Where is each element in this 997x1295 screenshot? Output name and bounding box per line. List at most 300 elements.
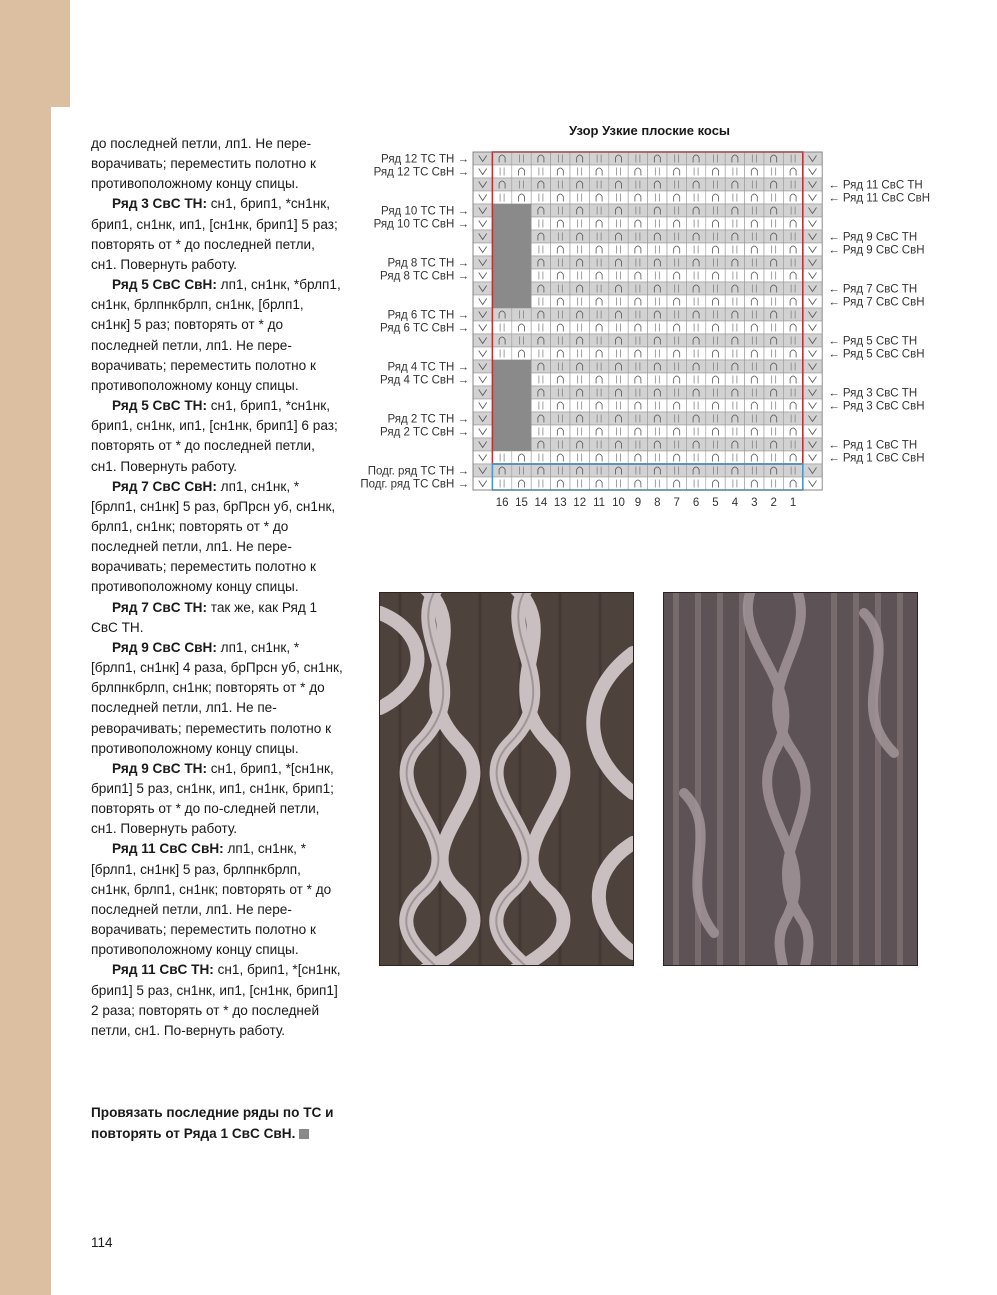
chart-cell [551,438,570,451]
chart-cell [628,425,647,438]
chart-cell [473,386,492,399]
chart-cell [551,321,570,334]
chart-cell [667,152,686,165]
instruction-paragraph: Ряд 11 СвС ТН: сн1, брип1, *[сн1нк, брип1] 5 раз, сн1нк, ип1, [сн1нк, брип1] 2 раза; повторять от * до последней петли, сн1. По-вернуть работу. [91,962,341,1038]
chart-cell [783,256,802,269]
instruction-paragraph: Ряд 7 СвС СвН: лп1, сн1нк, *[брлп1, сн1нк] 5 раз, брПрсн уб, сн1нк, брлп1, сн1нк; повторять от * до последней петли, лп1. Не пере-ворачивать; переместить полотно к противоположному концу спицы. [91,478,336,595]
chart-cell [531,464,550,477]
chart-cell [667,334,686,347]
no-stitch-block [492,204,531,308]
chart-cell [551,451,570,464]
column-number: 9 [634,497,642,509]
chart-cell [648,230,667,243]
chart-cell [803,360,822,373]
chart-cell [648,373,667,386]
chart-cell [609,204,628,217]
chart-cell [764,360,783,373]
row-label-right: ← Ряд 3 СвС ТН [828,387,918,400]
chart-cell [473,191,492,204]
chart-cell [609,217,628,230]
chart-cell [686,217,705,230]
chart-cell [783,464,802,477]
chart-cell [764,178,783,191]
chart-cell [764,256,783,269]
chart-cell [783,438,802,451]
chart-cell [706,438,725,451]
chart-cell [551,477,570,490]
chart-cell [803,191,822,204]
row-label-right: ← Ряд 9 СвС СвН [828,244,925,257]
chart-cell [609,464,628,477]
chart-cell [628,256,647,269]
chart-cell [745,412,764,425]
chart-cell [473,321,492,334]
chart-cell [725,451,744,464]
chart-cell [473,178,492,191]
chart-cell [473,438,492,451]
row-label-left: Ряд 4 ТС ТН → [387,361,469,374]
chart-cell [551,256,570,269]
chart-cell [783,321,802,334]
chart-cell [589,152,608,165]
chart-cell [609,308,628,321]
instruction-paragraph: до последней петли, лп1. Не пере-ворачивать; переместить полотно к противоположному концу спицы. [91,136,316,192]
chart-cell [570,230,589,243]
chart-cell [531,477,550,490]
chart-cell [628,282,647,295]
chart-cell [531,412,550,425]
chart-cell [551,399,570,412]
chart-cell [686,321,705,334]
chart-cell [551,165,570,178]
chart-cell [473,152,492,165]
chart-cell [783,477,802,490]
chart-cell [648,451,667,464]
instruction-paragraph: Ряд 7 СвС ТН: так же, как Ряд 1 СвС ТН. [91,599,318,635]
chart-cell [473,217,492,230]
chart-cell [745,282,764,295]
chart-cell [648,204,667,217]
row-label-right: ← Ряд 11 СвС ТН [828,179,923,192]
chart-cell [648,295,667,308]
chart-cell [648,438,667,451]
chart-cell [745,243,764,256]
chart-cell [531,399,550,412]
page-number: 114 [91,1235,113,1250]
chart-cell [473,399,492,412]
chart-cell [783,230,802,243]
chart-cell [745,321,764,334]
chart-cell [473,230,492,243]
chart-cell [492,152,511,165]
chart-cell [764,165,783,178]
chart-cell [803,451,822,464]
chart-cell [531,347,550,360]
chart-cell [706,321,725,334]
chart-cell [531,360,550,373]
chart-cell [686,165,705,178]
row-label-left: Подг. ряд ТС ТН → [367,465,469,478]
chart-cell [551,269,570,282]
chart-cell [783,178,802,191]
column-number: 16 [495,497,509,509]
chart-cell [648,386,667,399]
chart-cell [609,373,628,386]
chart-cell [628,477,647,490]
chart-cell [803,295,822,308]
chart-cell [686,243,705,256]
chart-cell [725,152,744,165]
chart-cell [764,412,783,425]
chart-cell [512,191,531,204]
closing-instruction: Провязать последние ряды по ТС и повторять от Ряда 1 СвС СвН. [91,1105,334,1141]
row-label-left: Ряд 10 ТС ТН → [381,205,469,218]
chart-cell [609,178,628,191]
chart-cell [745,477,764,490]
column-number: 1 [789,497,797,509]
chart-cell [570,386,589,399]
chart-cell [725,412,744,425]
chart-cell [589,386,608,399]
chart-cell [764,321,783,334]
chart-cell [473,256,492,269]
chart-cell [783,282,802,295]
column-number: 14 [534,497,548,509]
chart-cell [648,243,667,256]
chart-cell [531,204,550,217]
instruction-paragraph: Ряд 9 СвС СвН: лп1, сн1нк, *[брлп1, сн1нк] 4 раза, брПрсн уб, сн1нк, брлпнкбрлп, сн1нк; повторять от * до последней петли, лп1. Не пе-реворачивать; переместить полотно к противоположному концу спицы. [91,639,343,756]
chart-cell [551,282,570,295]
chart-cell [648,282,667,295]
chart-cell [473,334,492,347]
chart-cell [648,191,667,204]
chart-cell [783,334,802,347]
chart-cell [589,464,608,477]
chart-cell [473,425,492,438]
chart-cell [492,308,511,321]
chart-cell [783,217,802,230]
chart-cell [725,438,744,451]
chart-cell [725,425,744,438]
chart-cell [473,282,492,295]
chart-cell [531,295,550,308]
chart-cell [589,412,608,425]
chart-cell [764,243,783,256]
chart-cell [706,178,725,191]
chart-cell [783,451,802,464]
chart-cell [706,152,725,165]
chart-cell [531,373,550,386]
chart-cell [512,321,531,334]
chart-cell [609,360,628,373]
chart-cell [648,321,667,334]
column-number: 11 [593,497,606,509]
chart-cell [551,386,570,399]
chart-cell [725,477,744,490]
row-label-left: Подг. ряд ТС СвН → [360,478,469,491]
chart-cell [764,269,783,282]
chart-cell [492,165,511,178]
chart-cell [570,282,589,295]
chart-cell [706,269,725,282]
chart-cell [764,230,783,243]
chart-cell [512,347,531,360]
chart-cell [686,191,705,204]
chart-cell [551,178,570,191]
page-margin-tab [0,0,70,107]
chart-cell [570,178,589,191]
chart-cell [667,360,686,373]
chart-cell [589,373,608,386]
chart-cell [803,217,822,230]
column-number: 8 [654,497,661,509]
chart-cell [609,282,628,295]
chart-cell [745,373,764,386]
chart-cell [803,282,822,295]
chart-cell [686,412,705,425]
chart-cell [706,360,725,373]
chart-cell [609,425,628,438]
chart-cell [745,152,764,165]
chart-cell [648,412,667,425]
chart-cell [589,308,608,321]
chart-cell [803,425,822,438]
chart-cell [667,204,686,217]
chart-cell [783,295,802,308]
chart-cell [667,256,686,269]
chart-cell [589,243,608,256]
chart-cell [686,256,705,269]
chart-cell [473,243,492,256]
chart-cell [492,191,511,204]
chart-cell [764,464,783,477]
chart-cell [725,256,744,269]
chart-cell [745,425,764,438]
row-label-right: ← Ряд 3 СвС СвН [828,400,925,413]
chart-cell [570,425,589,438]
chart-cell [783,308,802,321]
chart-cell [512,165,531,178]
column-number: 13 [553,497,567,509]
chart-cell [648,399,667,412]
chart-cell [764,347,783,360]
chart-cell [609,191,628,204]
chart-cell [570,477,589,490]
chart-cell [551,347,570,360]
row-label-left: Ряд 6 ТС ТН → [387,309,469,322]
row-label-left: Ряд 8 ТС ТН → [387,257,469,270]
chart-cell [570,412,589,425]
chart-cell [570,464,589,477]
chart-cell [589,269,608,282]
column-number: 7 [673,497,680,509]
chart-cell [473,204,492,217]
chart-cell [628,204,647,217]
chart-cell [706,243,725,256]
column-number: 2 [770,497,777,509]
chart-cell [725,217,744,230]
chart-cell [570,269,589,282]
chart-cell [686,308,705,321]
chart-cell [531,386,550,399]
chart-cell [628,308,647,321]
chart-cell [628,412,647,425]
chart-cell [745,217,764,230]
chart-cell [589,256,608,269]
chart-cell [783,347,802,360]
chart-cell [764,386,783,399]
chart-cell [745,334,764,347]
chart-cell [803,204,822,217]
chart-cell [706,347,725,360]
chart-cell [745,399,764,412]
chart-cell [706,230,725,243]
chart-cell [589,399,608,412]
chart-cell [783,412,802,425]
chart-cell [531,230,550,243]
knit-sample-dark-photo [663,592,918,966]
chart-cell [531,334,550,347]
row-label-left: Ряд 10 ТС СвН → [373,218,469,231]
chart-cell [628,360,647,373]
chart-cell [609,386,628,399]
chart-cell [667,243,686,256]
row-label-left: Ряд 2 ТС ТН → [387,413,469,426]
chart-cell [783,204,802,217]
chart-cell [570,256,589,269]
chart-cell [551,152,570,165]
chart-cell [492,451,511,464]
chart-cell [667,217,686,230]
chart-cell [725,399,744,412]
chart-cell [492,321,511,334]
chart-cell [667,451,686,464]
chart-cell [686,438,705,451]
row-label-right: ← Ряд 1 СвС СвН [828,452,925,465]
chart-cell [764,334,783,347]
chart-cell [551,308,570,321]
chart-cell [570,204,589,217]
instruction-paragraph: Ряд 3 СвС ТН: сн1, брип1, *сн1нк, брип1, сн1нк, ип1, [сн1нк, брип1] 5 раз; повторять от * до последней петли, сн1. Повернуть работу. [91,196,338,272]
chart-cell [531,256,550,269]
chart-cell [725,334,744,347]
chart-cell [570,243,589,256]
chart-cell [551,464,570,477]
chart-cell [609,243,628,256]
chart-cell [783,165,802,178]
chart-cell [745,347,764,360]
chart-cell [609,438,628,451]
row-label-left: Ряд 12 ТС ТН → [381,153,469,166]
chart-cell [667,464,686,477]
chart-cell [783,373,802,386]
row-label-right: ← Ряд 5 СвС ТН [828,335,918,348]
chart-cell [783,425,802,438]
chart-cell [764,438,783,451]
chart-cell [706,425,725,438]
chart-cell [783,360,802,373]
row-label-left: Ряд 4 ТС СвН → [380,374,469,387]
chart-cell [473,451,492,464]
chart-cell [628,152,647,165]
chart-cell [667,295,686,308]
chart-cell [745,191,764,204]
chart-cell [628,399,647,412]
chart-cell [589,230,608,243]
chart-cell [725,230,744,243]
chart-cell [745,178,764,191]
chart-cell [745,295,764,308]
chart-cell [473,269,492,282]
chart-cell [764,217,783,230]
chart-cell [725,269,744,282]
chart-cell [667,230,686,243]
column-number: 5 [712,497,719,509]
chart-cell [570,152,589,165]
chart-cell [628,321,647,334]
chart-cell [628,438,647,451]
chart-cell [706,386,725,399]
row-label-right: ← Ряд 1 СвС ТН [828,439,918,452]
chart-cell [764,451,783,464]
chart-cell [551,425,570,438]
chart-cell [803,386,822,399]
row-label-right: ← Ряд 7 СвС СвН [828,296,925,309]
chart-cell [706,217,725,230]
chart-cell [667,308,686,321]
instruction-paragraph: Ряд 9 СвС ТН: сн1, брип1, *[сн1нк, брип1] 5 раз, сн1нк, ип1, сн1нк, брип1; повторять от * до по-следней петли, сн1. Повернуть работу. [91,760,334,837]
chart-cell [589,282,608,295]
chart-cell [764,308,783,321]
chart-cell [706,204,725,217]
chart-cell [725,243,744,256]
chart-cell [473,360,492,373]
chart-cell [803,373,822,386]
chart-cell [745,438,764,451]
chart-cell [725,204,744,217]
chart-cell [745,256,764,269]
chart-cell [609,412,628,425]
chart-cell [609,451,628,464]
chart-cell [570,360,589,373]
chart-cell [609,321,628,334]
chart-cell [725,386,744,399]
chart-cell [764,425,783,438]
chart-cell [551,412,570,425]
chart-cell [531,269,550,282]
chart-cell [551,217,570,230]
chart-cell [570,399,589,412]
chart-cell [648,334,667,347]
chart-cell [803,464,822,477]
row-label-left: Ряд 8 ТС СвН → [380,270,469,283]
chart-cell [706,412,725,425]
column-number: 6 [692,497,700,509]
chart-cell [667,425,686,438]
chart-cell [570,334,589,347]
chart-cell [706,308,725,321]
chart-cell [725,347,744,360]
chart-cell [706,451,725,464]
chart-cell [803,308,822,321]
chart-cell [551,204,570,217]
chart-cell [648,360,667,373]
chart-cell [473,373,492,386]
chart-cell [589,178,608,191]
chart-cell [783,243,802,256]
chart-cell [628,295,647,308]
chart-cell [531,152,550,165]
